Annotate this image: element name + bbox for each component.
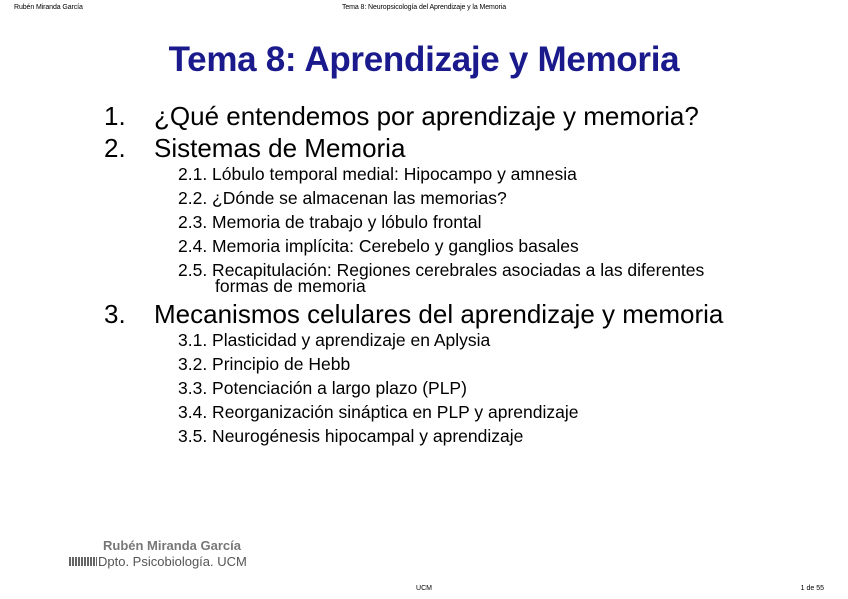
section-title: ¿Qué entendemos por aprendizaje y memoria?	[154, 101, 699, 131]
outline-section-1	[104, 101, 728, 131]
subsection-item: 3.1. Plasticidad y aprendizaje en Aplysia	[178, 330, 491, 350]
header-course-title: Tema 8: Neuropsicología del Aprendizaje y la Memoria	[341, 4, 507, 11]
section-number: 1.	[104, 101, 126, 131]
ucm-logo-icon	[69, 557, 97, 566]
outline-list	[104, 96, 728, 452]
section-number: 3.	[104, 299, 126, 329]
section-title: Sistemas de Memoria	[154, 133, 406, 163]
subsection-list	[178, 332, 728, 444]
subsection-item: 2.1. Lóbulo temporal medial: Hipocampo y amnesia	[178, 164, 577, 184]
section-number: 2.	[104, 133, 126, 163]
outline-section-3	[104, 299, 728, 446]
slide-title: Tema 8: Aprendizaje y Memoria	[168, 40, 680, 79]
page-number: 1 de 55	[800, 585, 824, 592]
footer-institution: UCM	[416, 585, 432, 592]
section-title: Mecanismos celulares del aprendizaje y memoria	[154, 299, 724, 329]
subsection-item: 3.2. Principio de Hebb	[178, 354, 351, 374]
footer-author: Rubén Miranda García	[103, 538, 241, 553]
subsection-item: 2.5. Recapitulación: Regiones cerebrales asociadas a las diferentes formas de memoria	[178, 260, 705, 296]
subsection-item: 2.4. Memoria implícita: Cerebelo y ganglios basales	[178, 236, 579, 256]
subsection-item: 3.4. Reorganización sináptica en PLP y aprendizaje	[178, 402, 579, 422]
subsection-list	[178, 166, 728, 294]
subsection-item: 2.2. ¿Dónde se almacenan las memorias?	[178, 188, 507, 208]
header-author: Rubén Miranda García	[14, 4, 83, 11]
subsection-item: 3.5. Neurogénesis hipocampal y aprendizaje	[178, 426, 524, 446]
footer-department	[69, 554, 247, 569]
subsection-item: 2.3. Memoria de trabajo y lóbulo frontal	[178, 212, 482, 232]
department-label: Dpto. Psicobiología. UCM	[98, 554, 247, 569]
outline-section-2	[104, 133, 728, 296]
subsection-item: 3.3. Potenciación a largo plazo (PLP)	[178, 378, 467, 398]
